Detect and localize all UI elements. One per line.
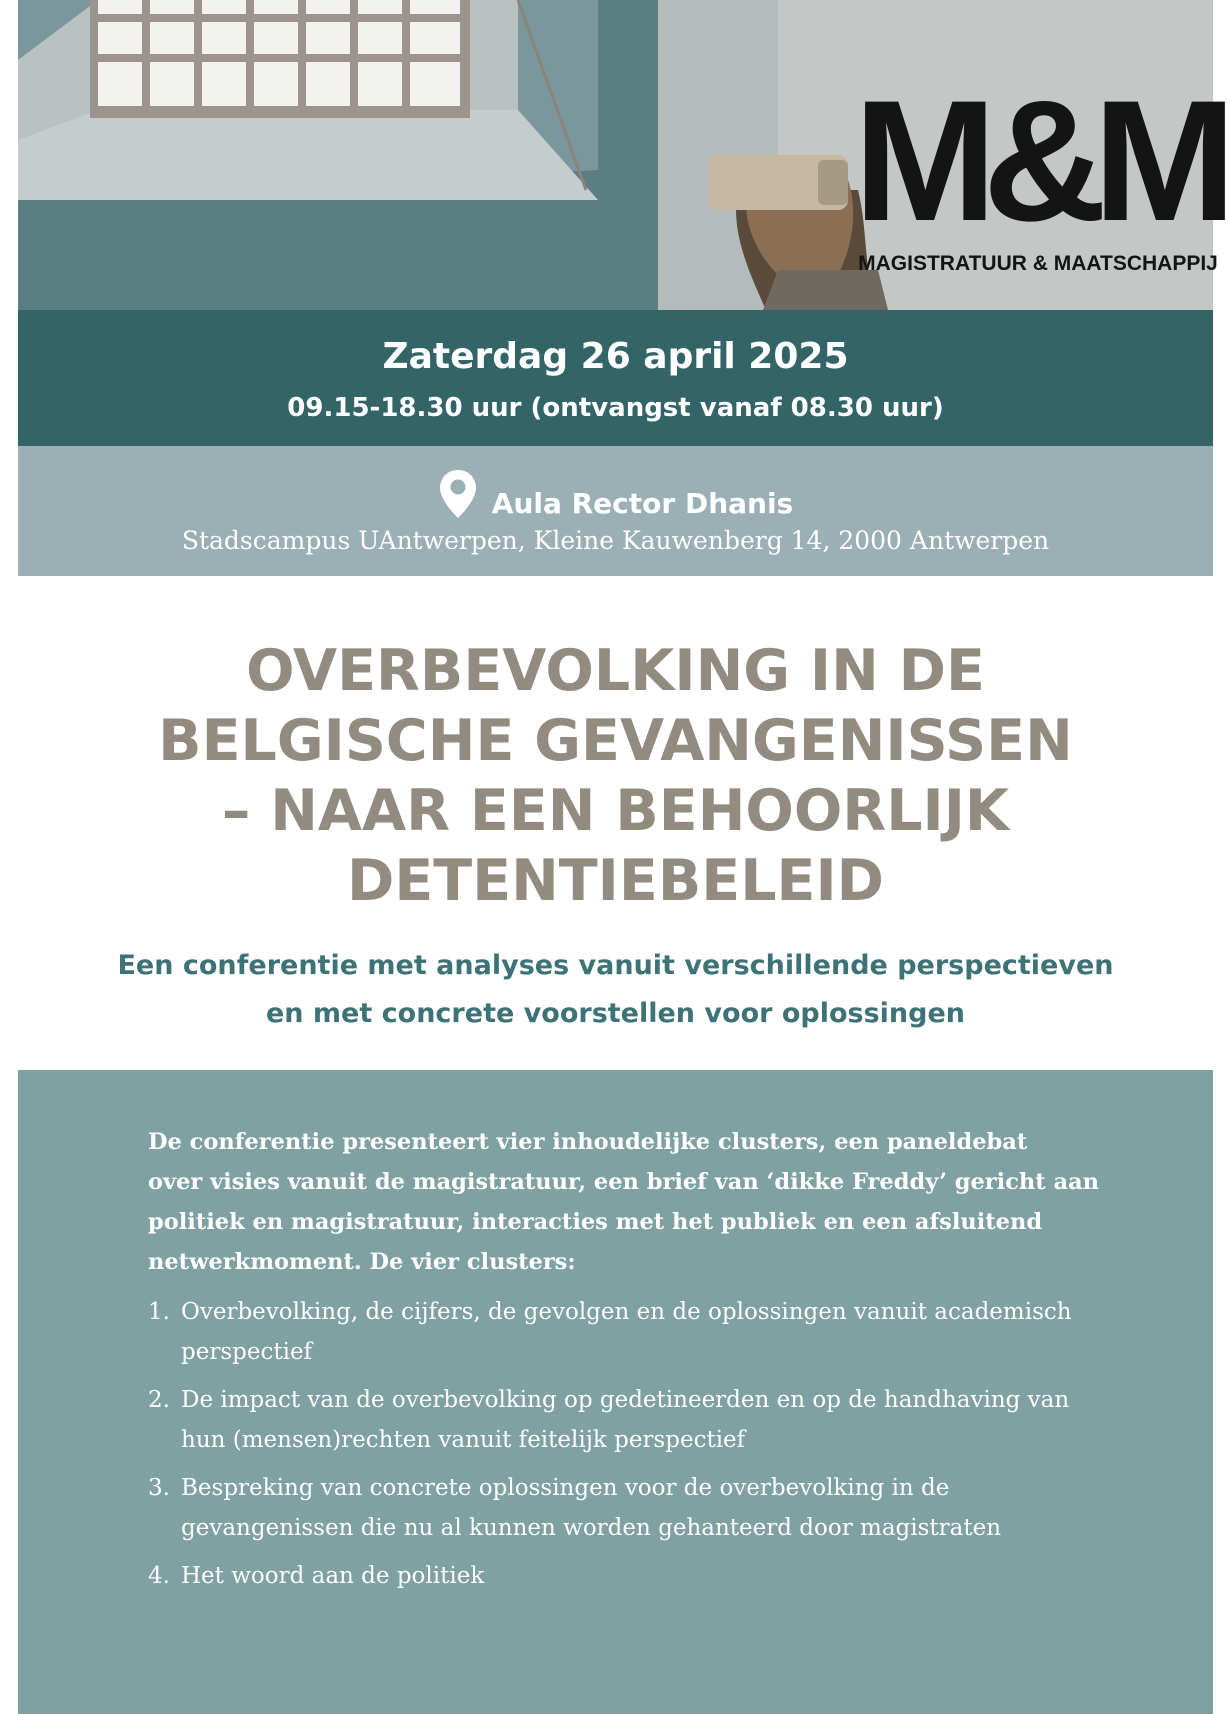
flyer-frame xyxy=(18,0,1223,1714)
list-item-text xyxy=(181,1556,1108,1596)
list-item-line: hun (mensen)rechten vanuit feitelijk perspectief xyxy=(181,1427,746,1453)
title-line: DETENTIEBELEID xyxy=(347,848,884,914)
title-line: – NAAR EEN BEHOORLIJK xyxy=(221,778,1010,844)
list-item xyxy=(148,1468,1108,1548)
location-pin-icon xyxy=(438,468,478,520)
list-item-text xyxy=(181,1292,1108,1372)
description-box xyxy=(18,1070,1213,1714)
list-item-number: 4. xyxy=(148,1563,170,1589)
logo-caption: MAGISTRATUUR & MAATSCHAPPIJ xyxy=(858,252,1218,275)
conference-subtitle xyxy=(58,942,1173,1038)
subtitle-line: Een conferentie met analyses vanuit verschillende perspectieven xyxy=(117,950,1114,981)
list-item-line: Overbevolking, de cijfers, de gevolgen en de oplossingen vanuit academisch xyxy=(181,1299,1072,1325)
location-venue-row xyxy=(18,474,1213,520)
window-sill xyxy=(18,110,598,200)
title-line: OVERBEVOLKING IN DE xyxy=(246,638,985,704)
intro-line: politiek en magistratuur, interacties met het publiek en een afsluitend xyxy=(148,1209,1043,1235)
list-item-line: gevangenissen die nu al kunnen worden gehanteerd door magistraten xyxy=(181,1515,1002,1541)
list-item-line: Het woord aan de politiek xyxy=(181,1563,485,1589)
intro-line: De conferentie presenteert vier inhoudelijke clusters, een paneldebat xyxy=(148,1129,1028,1155)
list-item-line: De impact van de overbevolking op gedetineerden en op de handhaving van xyxy=(181,1387,1070,1413)
event-date: Zaterdag 26 april 2025 xyxy=(382,336,849,377)
conference-title xyxy=(78,636,1153,916)
list-item xyxy=(148,1292,1108,1372)
list-item-text xyxy=(181,1468,1108,1548)
hero-image xyxy=(18,0,1223,310)
venue-name: Aula Rector Dhanis xyxy=(491,486,794,520)
list-item-text xyxy=(181,1380,1108,1460)
logo-monogram: M&M xyxy=(853,65,1223,257)
date-band xyxy=(18,310,1213,446)
subtitle-line: en met concrete voorstellen voor oplossingen xyxy=(265,998,966,1029)
list-item-number: 3. xyxy=(148,1475,170,1501)
intro-paragraph xyxy=(148,1122,1108,1282)
list-item xyxy=(148,1380,1108,1460)
intro-line: over visies vanuit de magistratuur, een brief van ‘dikke Freddy’ gericht aan xyxy=(148,1169,1100,1195)
cluster-list xyxy=(148,1292,1108,1604)
intro-line: netwerkmoment. De vier clusters: xyxy=(148,1249,576,1275)
list-item-line: Bespreking van concrete oplossingen voor de overbevolking in de xyxy=(181,1475,950,1501)
location-band xyxy=(18,446,1213,576)
list-item-number: 2. xyxy=(148,1387,170,1413)
mm-logo xyxy=(853,65,1223,290)
event-time: 09.15-18.30 uur (ontvangst vanaf 08.30 uur) xyxy=(287,393,944,423)
list-item-line: perspectief xyxy=(181,1339,313,1365)
title-line: BELGISCHE GEVANGENISSEN xyxy=(158,708,1073,774)
list-item xyxy=(148,1556,1108,1596)
list-item-number: 1. xyxy=(148,1299,170,1325)
venue-address: Stadscampus UAntwerpen, Kleine Kauwenberg 14, 2000 Antwerpen xyxy=(181,526,1050,555)
